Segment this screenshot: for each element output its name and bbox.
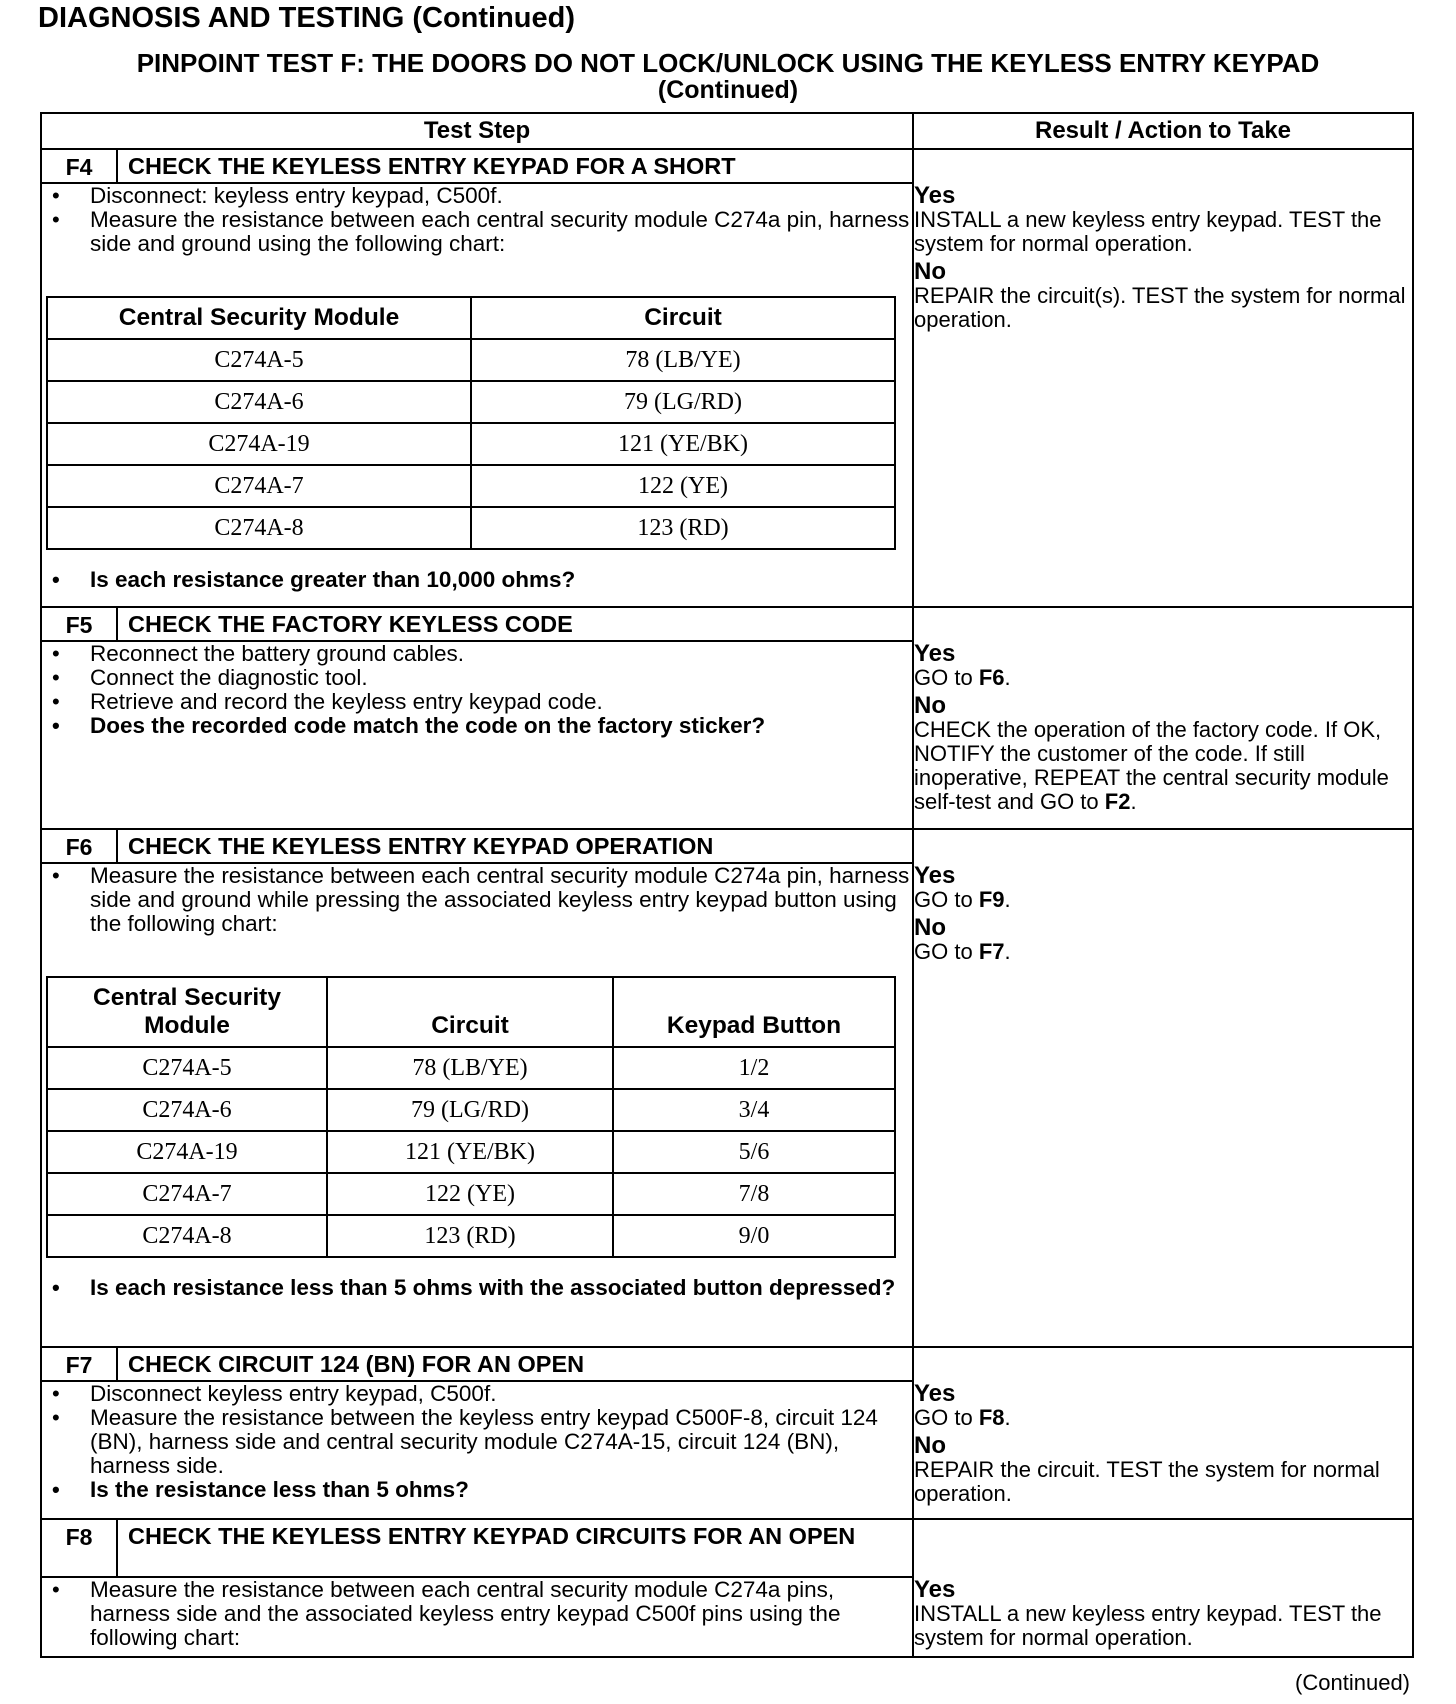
yes-text: GO to: [914, 1405, 973, 1430]
step-f4-title-row: [41, 149, 1413, 183]
table-row: [47, 1215, 895, 1257]
button-cell: 9/0: [613, 1215, 895, 1257]
step-f8-title-row: [41, 1519, 1413, 1577]
step-f6-title-row: [41, 829, 1413, 863]
circuit-cell: 121 (YE/BK): [471, 423, 895, 465]
question: • Is each resistance greater than 10,000 ohms?: [90, 568, 912, 592]
instruction-list: [42, 184, 912, 256]
column-header: Circuit: [327, 977, 613, 1047]
step-f6-result: [913, 829, 1413, 1347]
yes-action: INSTALL a new keyless entry keypad. TEST the system for normal operation.: [914, 1601, 1382, 1650]
instruction: • Measure the resistance between each central security module C274a pin, harness side and ground using the following chart:: [90, 208, 912, 256]
pin-cell: C274A-6: [47, 1089, 327, 1131]
no-action: CHECK the operation of the factory code. If OK, NOTIFY the customer of the code. If still inoperative, REPEAT the central security module self-test and GO to F2.: [914, 717, 1389, 814]
column-header: Central Security Module: [47, 297, 471, 339]
continued-note: (Continued): [1295, 1670, 1410, 1695]
table-row: [47, 1089, 895, 1131]
table-row: [47, 423, 895, 465]
instruction-list: [42, 1578, 912, 1650]
circuit-cell: 121 (YE/BK): [327, 1131, 613, 1173]
yes-action: GO to F8.: [914, 1405, 1011, 1430]
yes-action: GO to F9.: [914, 887, 1011, 912]
circuit-cell: 78 (LB/YE): [327, 1047, 613, 1089]
step-ref: F6: [978, 665, 1005, 690]
circuit-cell: 79 (LG/RD): [471, 381, 895, 423]
question: • Is each resistance less than 5 ohms with the associated button depressed?: [90, 1276, 912, 1300]
pin-cell: C274A-19: [47, 423, 471, 465]
pin-cell: C274A-19: [47, 1131, 327, 1173]
table-row: [47, 1047, 895, 1089]
table-row: [47, 507, 895, 549]
pinpoint-test-table: [40, 112, 1414, 1658]
step-ref: F9: [978, 887, 1005, 912]
step-title: CHECK CIRCUIT 124 (BN) FOR AN OPEN: [117, 1347, 913, 1381]
pin-cell: C274A-7: [47, 465, 471, 507]
step-title: CHECK THE KEYLESS ENTRY KEYPAD CIRCUITS FOR AN OPEN: [117, 1519, 913, 1577]
yes-text: GO to: [914, 887, 973, 912]
instruction-list: [42, 642, 912, 738]
circuit-cell: 123 (RD): [471, 507, 895, 549]
pinpoint-test-title: PINPOINT TEST F: THE DOORS DO NOT LOCK/UNLOCK USING THE KEYLESS ENTRY KEYPAD: [136, 48, 1320, 78]
circuit-cell: 122 (YE): [471, 465, 895, 507]
step-title: CHECK THE FACTORY KEYLESS CODE: [117, 607, 913, 641]
yes-label: Yes: [914, 862, 956, 889]
step-f8-result: [913, 1519, 1413, 1657]
no-text: GO to: [914, 939, 973, 964]
step-ref: F2: [1104, 789, 1131, 814]
yes-label: Yes: [914, 640, 956, 667]
test-step-header: Test Step: [41, 113, 913, 149]
no-label: No: [914, 258, 946, 285]
step-f4-result: [913, 149, 1413, 607]
instruction: • Measure the resistance between each central security module C274a pin, harness side and ground while pressing the associated keyless entry keypad button using the following chart:: [90, 864, 912, 936]
no-label: No: [914, 692, 946, 719]
step-f5-body: [41, 641, 913, 829]
no-action: GO to F7.: [914, 939, 1011, 964]
instruction-list: [42, 864, 912, 936]
step-id: F6: [41, 829, 117, 863]
pin-cell: C274A-7: [47, 1173, 327, 1215]
no-action: REPAIR the circuit. TEST the system for normal operation.: [914, 1457, 1380, 1506]
step-title: CHECK THE KEYLESS ENTRY KEYPAD FOR A SHORT: [117, 149, 913, 183]
no-label: No: [914, 914, 946, 941]
yes-action: GO to F6.: [914, 665, 1011, 690]
question-list: [42, 568, 912, 592]
table-row: [47, 1131, 895, 1173]
circuit-cell: 123 (RD): [327, 1215, 613, 1257]
no-action: REPAIR the circuit(s). TEST the system for normal operation.: [914, 283, 1406, 332]
table-row: [47, 339, 895, 381]
f6-pin-chart: [46, 976, 896, 1258]
step-id: F7: [41, 1347, 117, 1381]
f4-pin-chart: [46, 296, 896, 550]
question: • Does the recorded code match the code on the factory sticker?: [90, 714, 912, 738]
step-f5-title-row: [41, 607, 1413, 641]
step-id: F4: [41, 149, 117, 183]
yes-label: Yes: [914, 182, 956, 209]
column-header: Central Security Module: [47, 977, 327, 1047]
instruction: • Measure the resistance between each central security module C274a pins, harness side and the associated keyless entry keypad C500f pins using the following chart:: [90, 1578, 912, 1650]
no-label: No: [914, 1432, 946, 1459]
instruction: • Disconnect: keyless entry keypad, C500f.: [90, 184, 912, 208]
yes-label: Yes: [914, 1576, 956, 1603]
circuit-cell: 79 (LG/RD): [327, 1089, 613, 1131]
step-f7-title-row: [41, 1347, 1413, 1381]
no-text: CHECK the operation of the factory code. If OK, NOTIFY the customer of the code. If still inoperative, REPEAT the central security module self-test and GO to: [914, 717, 1389, 814]
pin-cell: C274A-6: [47, 381, 471, 423]
yes-text: GO to: [914, 665, 973, 690]
button-cell: 7/8: [613, 1173, 895, 1215]
step-f6-body: [41, 863, 913, 1347]
pin-cell: C274A-5: [47, 339, 471, 381]
step-f7-body: [41, 1381, 913, 1519]
instruction: • Connect the diagnostic tool.: [90, 666, 912, 690]
instruction: • Measure the resistance between the keyless entry keypad C500F-8, circuit 124 (BN), harness side and central security module C274A-15, circuit 124 (BN), harness side.: [90, 1406, 912, 1478]
instruction: • Reconnect the battery ground cables.: [90, 642, 912, 666]
step-f4-body: [41, 183, 913, 607]
table-row: [47, 1173, 895, 1215]
pinpoint-test-continued: (Continued): [657, 76, 799, 104]
step-title: CHECK THE KEYLESS ENTRY KEYPAD OPERATION: [117, 829, 913, 863]
yes-label: Yes: [914, 1380, 956, 1407]
question-list: [42, 1276, 912, 1300]
result-header: Result / Action to Take: [913, 113, 1413, 149]
instruction: • Retrieve and record the keyless entry keypad code.: [90, 690, 912, 714]
instruction: • Disconnect keyless entry keypad, C500f.: [90, 1382, 912, 1406]
step-id: F5: [41, 607, 117, 641]
step-f7-result: [913, 1347, 1413, 1519]
instruction-list: [42, 1382, 912, 1502]
button-cell: 1/2: [613, 1047, 895, 1089]
circuit-cell: 122 (YE): [327, 1173, 613, 1215]
step-f5-result: [913, 607, 1413, 829]
pin-cell: C274A-8: [47, 507, 471, 549]
table-header-row: [41, 113, 1413, 149]
page-title: DIAGNOSIS AND TESTING (Continued): [38, 2, 576, 34]
table-row: [47, 465, 895, 507]
button-cell: 3/4: [613, 1089, 895, 1131]
step-ref: F8: [978, 1405, 1005, 1430]
table-row: [47, 381, 895, 423]
question: • Is the resistance less than 5 ohms?: [90, 1478, 912, 1502]
pin-cell: C274A-8: [47, 1215, 327, 1257]
step-f8-body: [41, 1577, 913, 1657]
button-cell: 5/6: [613, 1131, 895, 1173]
pin-cell: C274A-5: [47, 1047, 327, 1089]
circuit-cell: 78 (LB/YE): [471, 339, 895, 381]
step-id: F8: [41, 1519, 117, 1577]
column-header: Circuit: [471, 297, 895, 339]
column-header: Keypad Button: [613, 977, 895, 1047]
step-ref: F7: [978, 939, 1005, 964]
yes-action: INSTALL a new keyless entry keypad. TEST the system for normal operation.: [914, 207, 1382, 256]
